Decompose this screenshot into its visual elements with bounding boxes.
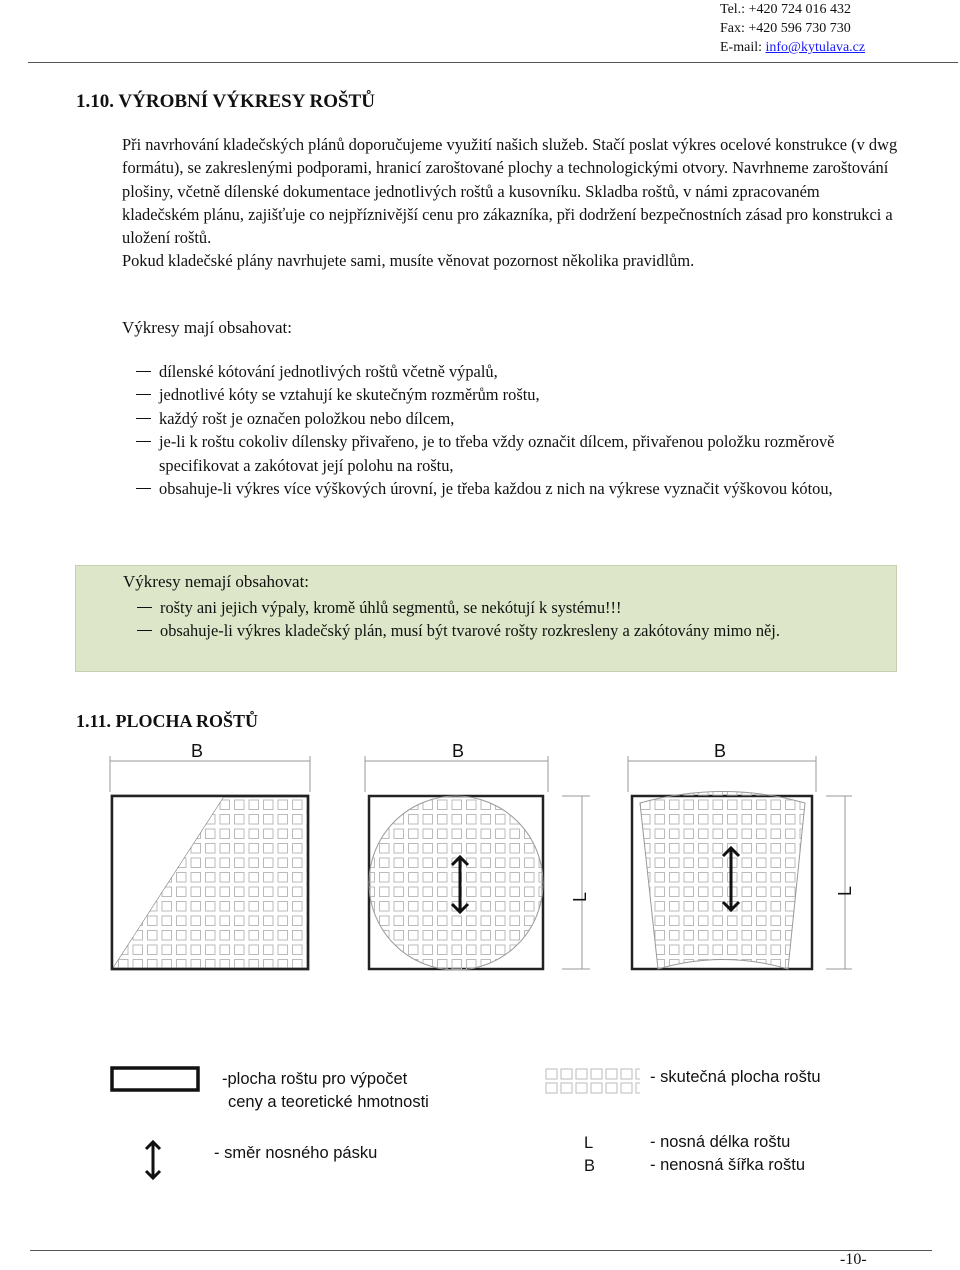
list-item: dílenské kótování jednotlivých roštů včetně výpalů, <box>122 360 902 383</box>
intro-text <box>122 133 900 273</box>
must-contain-title: Výkresy mají obsahovat: <box>122 318 292 337</box>
legend-rect-symbol <box>110 1066 202 1094</box>
must-not-contain-title: Výkresy nemají obsahovat: <box>123 572 310 591</box>
legend-l-label: - nosná délka roštu <box>650 1133 791 1151</box>
diagram-triangle <box>110 741 310 969</box>
list-item: rošty ani jejich výpaly, kromě úhlů segmentů, se nekótují k systému!!! <box>123 596 883 619</box>
list-item: je-li k roštu cokoliv dílensky přivařeno, je to třeba vždy označit dílcem, přivařenou položku rozměrově specifikovat a zakótovat její polohu na roštu, <box>122 430 902 477</box>
legend-rect-label <box>222 1068 429 1114</box>
must-not-contain-box <box>75 565 897 672</box>
legend-grid-symbol <box>544 1067 640 1095</box>
section-heading-1-11: 1.11. PLOCHA ROŠTŮ <box>76 711 259 731</box>
email-label: E-mail: <box>720 40 766 55</box>
dim-b-label: B <box>191 741 204 761</box>
dim-l-label: L <box>570 891 590 902</box>
footer-rule <box>30 1250 932 1251</box>
must-not-contain-list <box>123 596 883 643</box>
legend-grid-label: - skutečná plocha roštu <box>650 1068 821 1086</box>
contact-block <box>720 0 900 57</box>
contact-email <box>720 38 900 57</box>
legend-arrow-symbol <box>138 1138 168 1182</box>
diagram-circle <box>365 741 590 970</box>
page-number: -10- <box>840 1251 867 1268</box>
intro-paragraph-2: Pokud kladečské plány navrhujete sami, musíte věnovat pozornost několika pravidlům. <box>122 251 695 271</box>
legend-keys <box>584 1132 595 1178</box>
legend-rect-line-1: -plocha roštu pro výpočet <box>222 1070 408 1088</box>
dim-l-label: L <box>835 885 855 896</box>
list-item: každý rošt je označen položkou nebo dílcem, <box>122 407 902 430</box>
grating-area-diagrams <box>0 730 960 1000</box>
dim-b-label: B <box>452 741 465 761</box>
legend-b-key: B <box>584 1157 596 1175</box>
contact-tel: Tel.: +420 724 016 432 <box>720 2 851 17</box>
dim-b-label: B <box>714 741 727 761</box>
diagram-trapezoid <box>628 741 855 969</box>
legend-rect-line-2: ceny a teoretické hmotnosti <box>228 1093 429 1111</box>
legend-l-key: L <box>584 1134 594 1152</box>
section-heading-1-10: 1.10. VÝROBNÍ VÝKRESY ROŠTŮ <box>76 91 375 112</box>
legend-b-label: - nenosná šířka roštu <box>650 1156 805 1174</box>
must-contain-list <box>122 360 902 500</box>
legend-arrow-label: - směr nosného pásku <box>214 1144 378 1162</box>
header-rule <box>28 62 958 63</box>
email-link[interactable]: info@kytulava.cz <box>765 40 866 55</box>
list-item: obsahuje-li výkres kladečský plán, musí být tvarové rošty rozkresleny a zakótovány mimo něj. <box>123 619 883 642</box>
legend-key-labels <box>650 1131 805 1177</box>
list-item: jednotlivé kóty se vztahují ke skutečným rozměrům roštu, <box>122 383 902 406</box>
intro-paragraph: Při navrhování kladečských plánů doporučujeme využití našich služeb. Stačí poslat výkres ocelové konstrukce (v dwg formátu), se zakreslenými podporami, hranicí zaroštované plochy a technologickými otvory. Navrhneme zaroštování plošiny, včetně dílenské dokumentace jednotlivých roštů a kusovníku. Skladba roštů, v námi zpracovaném kladečském plánu, zajišťuje co nejpříznivější cenu pro zákazníka, při dodržení bezpečnostních zásad pro konstrukci a uložení roštů. <box>122 135 898 248</box>
contact-fax: Fax: +420 596 730 730 <box>720 21 851 36</box>
list-item: obsahuje-li výkres více výškových úrovní, je třeba každou z nich na výkrese vyznačit výškovou kótou, <box>122 477 902 500</box>
